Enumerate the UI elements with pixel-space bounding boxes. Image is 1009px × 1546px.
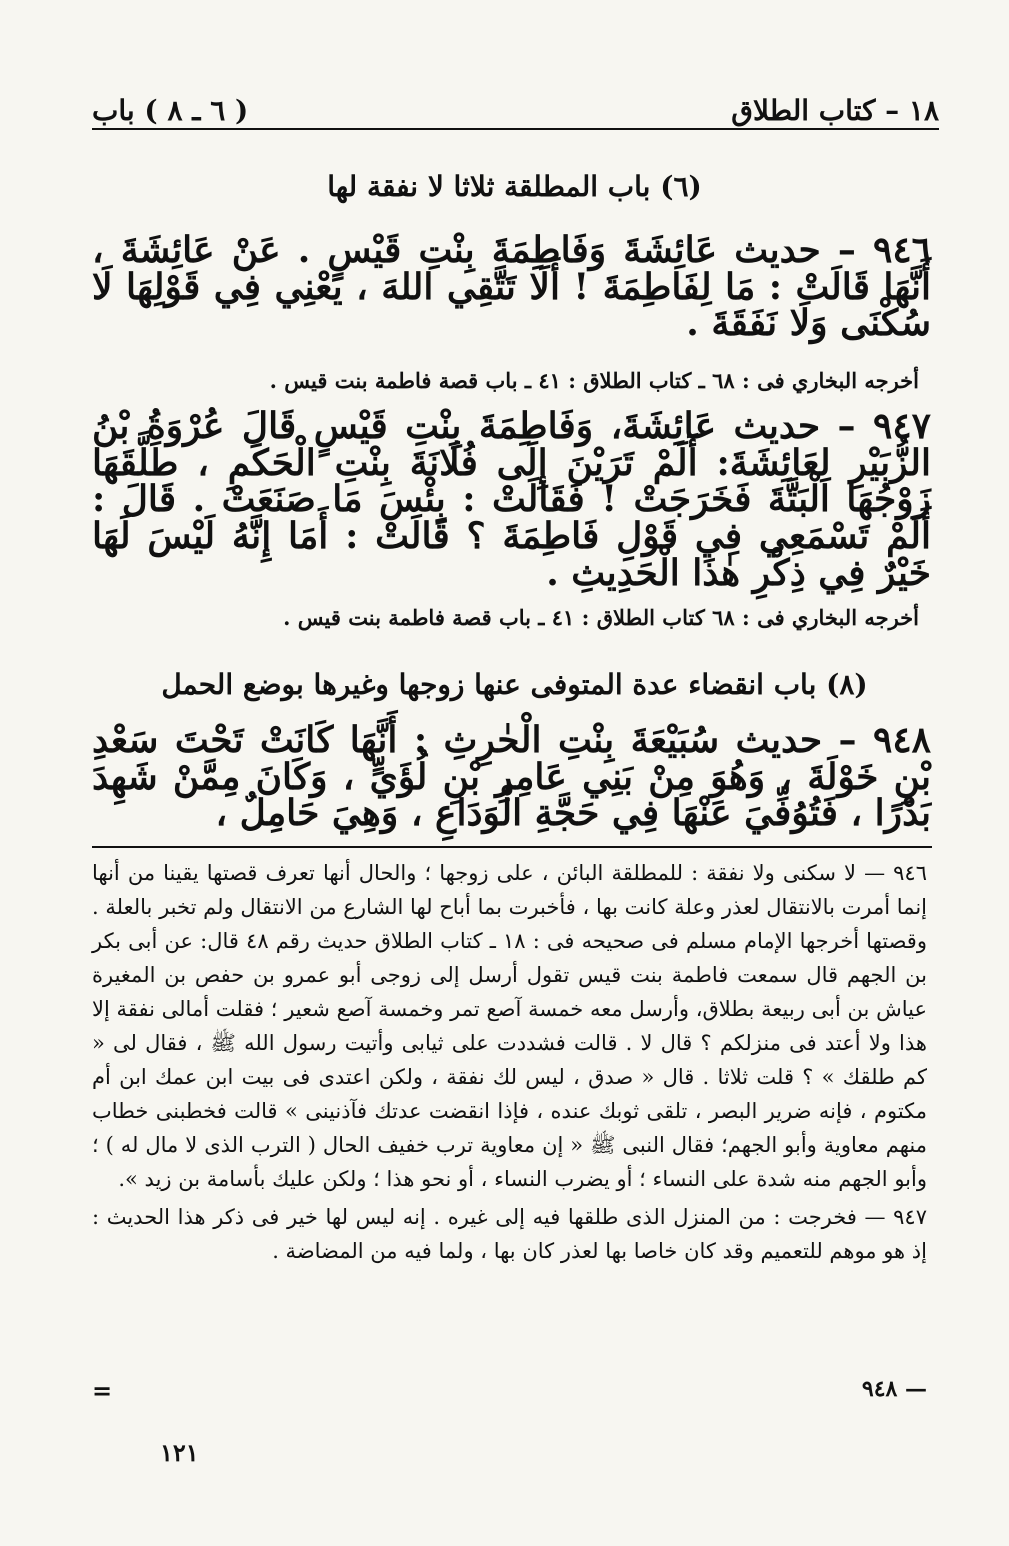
section-title-8: (٨) باب انقضاء عدة المتوفى عنها زوجها وغيرها بوضع الحمل [161,668,868,701]
hadith-948 [92,719,931,842]
footnote-948-number: — ٩٤٨ [861,1376,927,1402]
continued-footnote [92,1376,927,1406]
book-title: ١٨ – كتاب الطلاق [731,93,939,127]
hadith-947 [92,405,932,598]
hadith-text: ٩٤٦ – حديث عَائِشَةَ وَفَاطِمَةَ بِنْتِ قَيْسٍ . عَنْ عَائِشَةَ ، أَنَّهَا قَالَتْ : مَا لِفَاطِمَةَ ! أَلَا تَتَّقِي اللهَ ، يَعْنِي فِي قَوْلِهَا لَا سُكْنَى وَلَا نَفَقَةَ . [92,229,931,345]
footnotes [92,856,927,1272]
header-divider [92,128,939,130]
hadith-text: ٩٤٨ – حديث سُبَيْعَةَ بِنْتِ الْحٰرِثِ : أَنَّهَا كَانَتْ تَحْتَ سَعْدِ بْنِ خَوْلَةَ ، وَهُوَ مِنْ بَنِي عَامِرِ بْنِ لُؤَيٍّ ، وَكَانَ مِمَّنْ شَهِدَ بَدْرًا ، فَتُوُفِّيَ عَنْهَا فِي حَجَّةِ الْوَدَاعِ ، وَهِيَ حَامِلٌ ، [92,719,931,835]
hadith-text: ٩٤٧ – حديث عَائِشَةَ، وَفَاطِمَةَ بِنْتِ قَيْسٍ قَالَ عُرْوَةُ بْنُ الزُّبَيْرِ لِعَائِشَةَ: أَلَمْ تَرَيْنَ إِلَى فُلَانَةَ بِنْتِ الْحَكَمِ ، طَلَّقَهَا زَوْجُهَا الْبَتَّةَ فَخَرَجَتْ ! فَقَالَتْ : بِئْسَ مَا صَنَعَتْ . قَالَ : أَلَمْ تَسْمَعِي فِي قَوْلِ فَاطِمَةَ ؟ قَالَتْ : أَمَا إِنَّهُ لَيْسَ لَهَا خَيْرٌ فِي ذِكْرِ هٰذَا الْحَدِيثِ . [92,405,932,594]
footnote-947: ٩٤٧ — فخرجت : من المنزل الذى طلقها فيه إلى غيره . إنه ليس لها خير فى ذكر هذا الحديث : إذ هو موهم للتعميم وقد كان خاصا بها لعذر كان بها ، ولما فيه من المضاضة . [92,1205,927,1264]
footnote-divider [92,846,932,848]
section-title-6: (٦) باب المطلقة ثلاثا لا نفقة لها [327,170,702,203]
hadith-946 [92,229,931,357]
footnote-946: ٩٤٦ — لا سكنى ولا نفقة : للمطلقة البائن ، على زوجها ؛ والحال أنها تعرف قصتها يقينا من أنها إنما أمرت بالانتقال لعذر وعلة كانت بها ، فأخبرت بما أباح لها الشارع من الانتقال ولم تخبر بالعلة . وقصتها أخرجها الإمام مسلم فى صحيحه فى : ١٨ ـ كتاب الطلاق حديث رقم ٤٨ قال: عن أبى بكر بن الجهم قال سمعت فاطمة بنت قيس تقول أرسل إلى زوجى أبو عمرو بن حفص بن المغيرة عياش بن أبى ربيعة بطلاق، وأرسل معه خمسة آصع تمر وخمسة آصع شعير ؛ فقلت أمالى نفقة إلا هذا ولا أعتد فى منزلكم ؟ قال لا . قالت فشددت على ثيابى وأتيت رسول الله ﷺ ، فقال لى « كم طلقك » ؟ قلت ثلاثا . قال « صدق ، ليس لك نفقة ، ولكن اعتدى فى بيت ابن عمك ابن أم مكتوم ، فإنه ضرير البصر ، تلقى ثوبك عنده ، فإذا انقضت عدتك فآذنينى » قالت فخطبنى خطاب منهم معاوية وأبو الجهم؛ فقال النبى ﷺ « إن معاوية ترب خفيف الحال ( الترب الذى لا مال له ) ؛ وأبو الجهم منه شدة على النساء ؛ أو يضرب النساء ، أو نحو هذا ؛ ولكن عليك بأسامة بن زيد ». [92,861,928,1192]
running-head [92,90,939,130]
page-number: ١٢١ [160,1438,199,1467]
chapter-range: ( ٦ ـ ٨ ) باب [92,93,249,127]
hadith-947-source: أخرجه البخاري فى : ٦٨ كتاب الطلاق : ٤١ ـ باب قصة فاطمة بنت قيس . [283,605,919,630]
hadith-946-source: أخرجه البخاري فى : ٦٨ ـ كتاب الطلاق : ٤١ ـ باب قصة فاطمة بنت قيس . [269,368,919,393]
continuation-mark: = [92,1376,113,1405]
